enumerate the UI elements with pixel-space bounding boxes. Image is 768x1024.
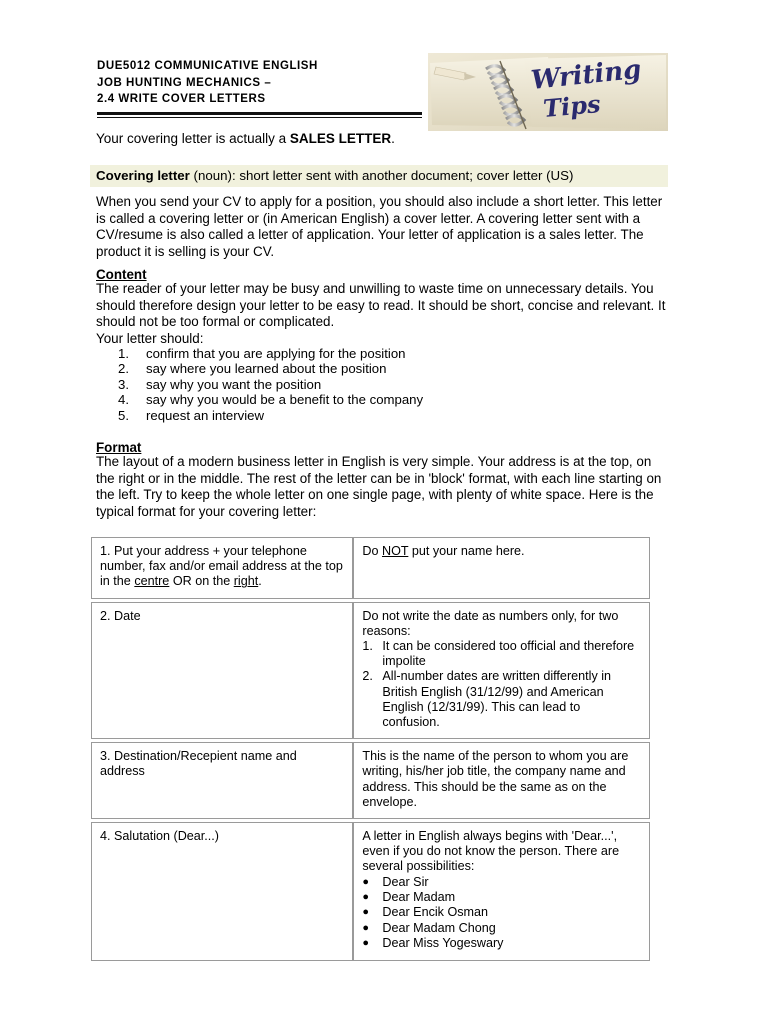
list-item-number: 1. (362, 639, 373, 654)
content-heading: Content (96, 267, 147, 282)
list-item-number: 2. (362, 669, 373, 684)
bullet-icon: ● (362, 906, 370, 919)
bullet-icon: ● (362, 921, 370, 934)
format-heading: Format (96, 440, 142, 455)
table-row (91, 537, 650, 599)
intro-sales-letter-line (96, 130, 395, 148)
salutation-examples-list (362, 875, 641, 952)
header-divider-rule (97, 112, 422, 118)
list-item-number: 2. (118, 361, 129, 377)
content-lead-in: Your letter should: (96, 331, 204, 346)
list-item (118, 392, 423, 407)
bullet-icon: ● (362, 937, 370, 950)
table-row (91, 822, 650, 961)
list-item (118, 377, 423, 392)
list-item (362, 905, 641, 920)
svg-text:Writing: Writing (529, 54, 643, 96)
table-cell-step-3-note: This is the name of the person to whom you are writing, his/her job title, the company name and address. This should be the same as on the envelope. (353, 742, 650, 819)
table-cell-step-4: 4. Salutation (Dear...) (91, 822, 353, 961)
step2-reasons-list (362, 639, 641, 730)
writing-tips-image (428, 53, 668, 131)
table-cell-step-2: 2. Date (91, 602, 353, 740)
list-item-number: 5. (118, 407, 129, 423)
list-item-label: Dear Miss Yogeswary (382, 936, 504, 951)
list-item (362, 669, 641, 730)
intro-before-text: Your covering letter is actually a (96, 131, 290, 146)
step1-underline-right: right (233, 574, 259, 589)
step1-text-b: OR on the (169, 574, 234, 589)
list-item-label: It can be considered too official and therefore impolite (382, 639, 635, 669)
list-item-label: say why you want the position (146, 376, 322, 392)
step1-underline-centre: centre (134, 574, 170, 589)
step2-lead-in: Do not write the date as numbers only, for two reasons: (362, 608, 619, 638)
step1-note-underline-not: NOT (381, 544, 409, 558)
list-item (362, 936, 641, 951)
list-item-label: Dear Sir (382, 874, 429, 889)
bullet-icon: ● (362, 875, 370, 888)
table-row (91, 602, 650, 740)
list-item-label: Dear Madam (382, 890, 456, 905)
table-cell-step-2-note (353, 602, 650, 740)
svg-text:Tips: Tips (541, 89, 602, 123)
table-row (91, 742, 650, 819)
table-cell-step-4-note (353, 822, 650, 961)
definition-text: (noun): short letter sent with another document; cover letter (US) (189, 168, 574, 183)
format-paragraph: The layout of a modern business letter in English is very simple. Your address is at the top, on the right or in the middle. The rest of the letter can be in 'block' format, with each line starting on the left. Try to keep the whole letter on one single page, with plenty of white space. Here is the typical format for your covering letter: (96, 454, 662, 519)
header-topic: JOB HUNTING MECHANICS – (97, 76, 272, 89)
list-item (362, 890, 641, 905)
letter-should-list (118, 346, 423, 423)
table-cell-step-1-note (353, 537, 650, 599)
list-item-label: Dear Encik Osman (382, 905, 489, 920)
step4-lead-in: A letter in English always begins with 'Dear...', even if you do not know the person. There are several possibilities: (362, 829, 620, 874)
list-item-number: 1. (118, 346, 129, 361)
list-item-label: confirm that you are applying for the position (146, 346, 406, 361)
step1-text-a: 1. Put your address + your telephone number, fax and/or email address at the top in the (100, 544, 343, 589)
list-item-label: All-number dates are written differently in British English (31/12/99) and American English (12/31/99). This can lead to confusion. (382, 669, 612, 730)
intro-after-text: . (391, 131, 395, 146)
step1-text-c: . (258, 574, 262, 589)
definition-highlight-box (90, 165, 668, 187)
list-item (118, 408, 423, 423)
list-item-label: say why you would be a benefit to the company (146, 392, 424, 408)
covering-letter-paragraph: When you send your CV to apply for a position, you should also include a short letter. This letter is called a covering letter or (in American English) a cover letter. A covering letter sent with a CV/resume is also called a letter of application. Your letter of application is a sales letter. The product it is selling is your CV. (96, 194, 663, 259)
list-item-label: request an interview (146, 407, 265, 423)
intro-emphasis: SALES LETTER (289, 131, 392, 146)
definition-term: Covering letter (96, 168, 190, 183)
notebook-illustration (428, 53, 668, 131)
table-cell-step-1 (91, 537, 353, 599)
step1-note-b: put your name here. (408, 544, 525, 558)
cover-letter-format-table (91, 534, 650, 964)
bullet-icon: ● (362, 891, 370, 904)
header-course-code: DUE5012 COMMUNICATIVE ENGLISH (97, 60, 318, 72)
list-item-number: 4. (118, 392, 129, 408)
list-item (362, 921, 641, 936)
list-item-label: Dear Madam Chong (382, 920, 496, 935)
table-cell-step-3: 3. Destination/Recepient name and address (91, 742, 353, 819)
content-paragraph: The reader of your letter may be busy and unwilling to waste time on unnecessary details. You should therefore design your letter to be easy to read. It should be short, concise and relevant. It should not be too formal or complicated. (96, 281, 666, 330)
document-header (97, 58, 427, 118)
list-item (118, 361, 423, 376)
list-item (118, 346, 423, 361)
header-section: 2.4 WRITE COVER LETTERS (97, 93, 266, 105)
list-item-label: say where you learned about the position (146, 361, 387, 377)
list-item-number: 3. (118, 376, 129, 392)
list-item (362, 875, 641, 890)
list-item (362, 639, 641, 669)
step1-note-a: Do (362, 544, 382, 558)
